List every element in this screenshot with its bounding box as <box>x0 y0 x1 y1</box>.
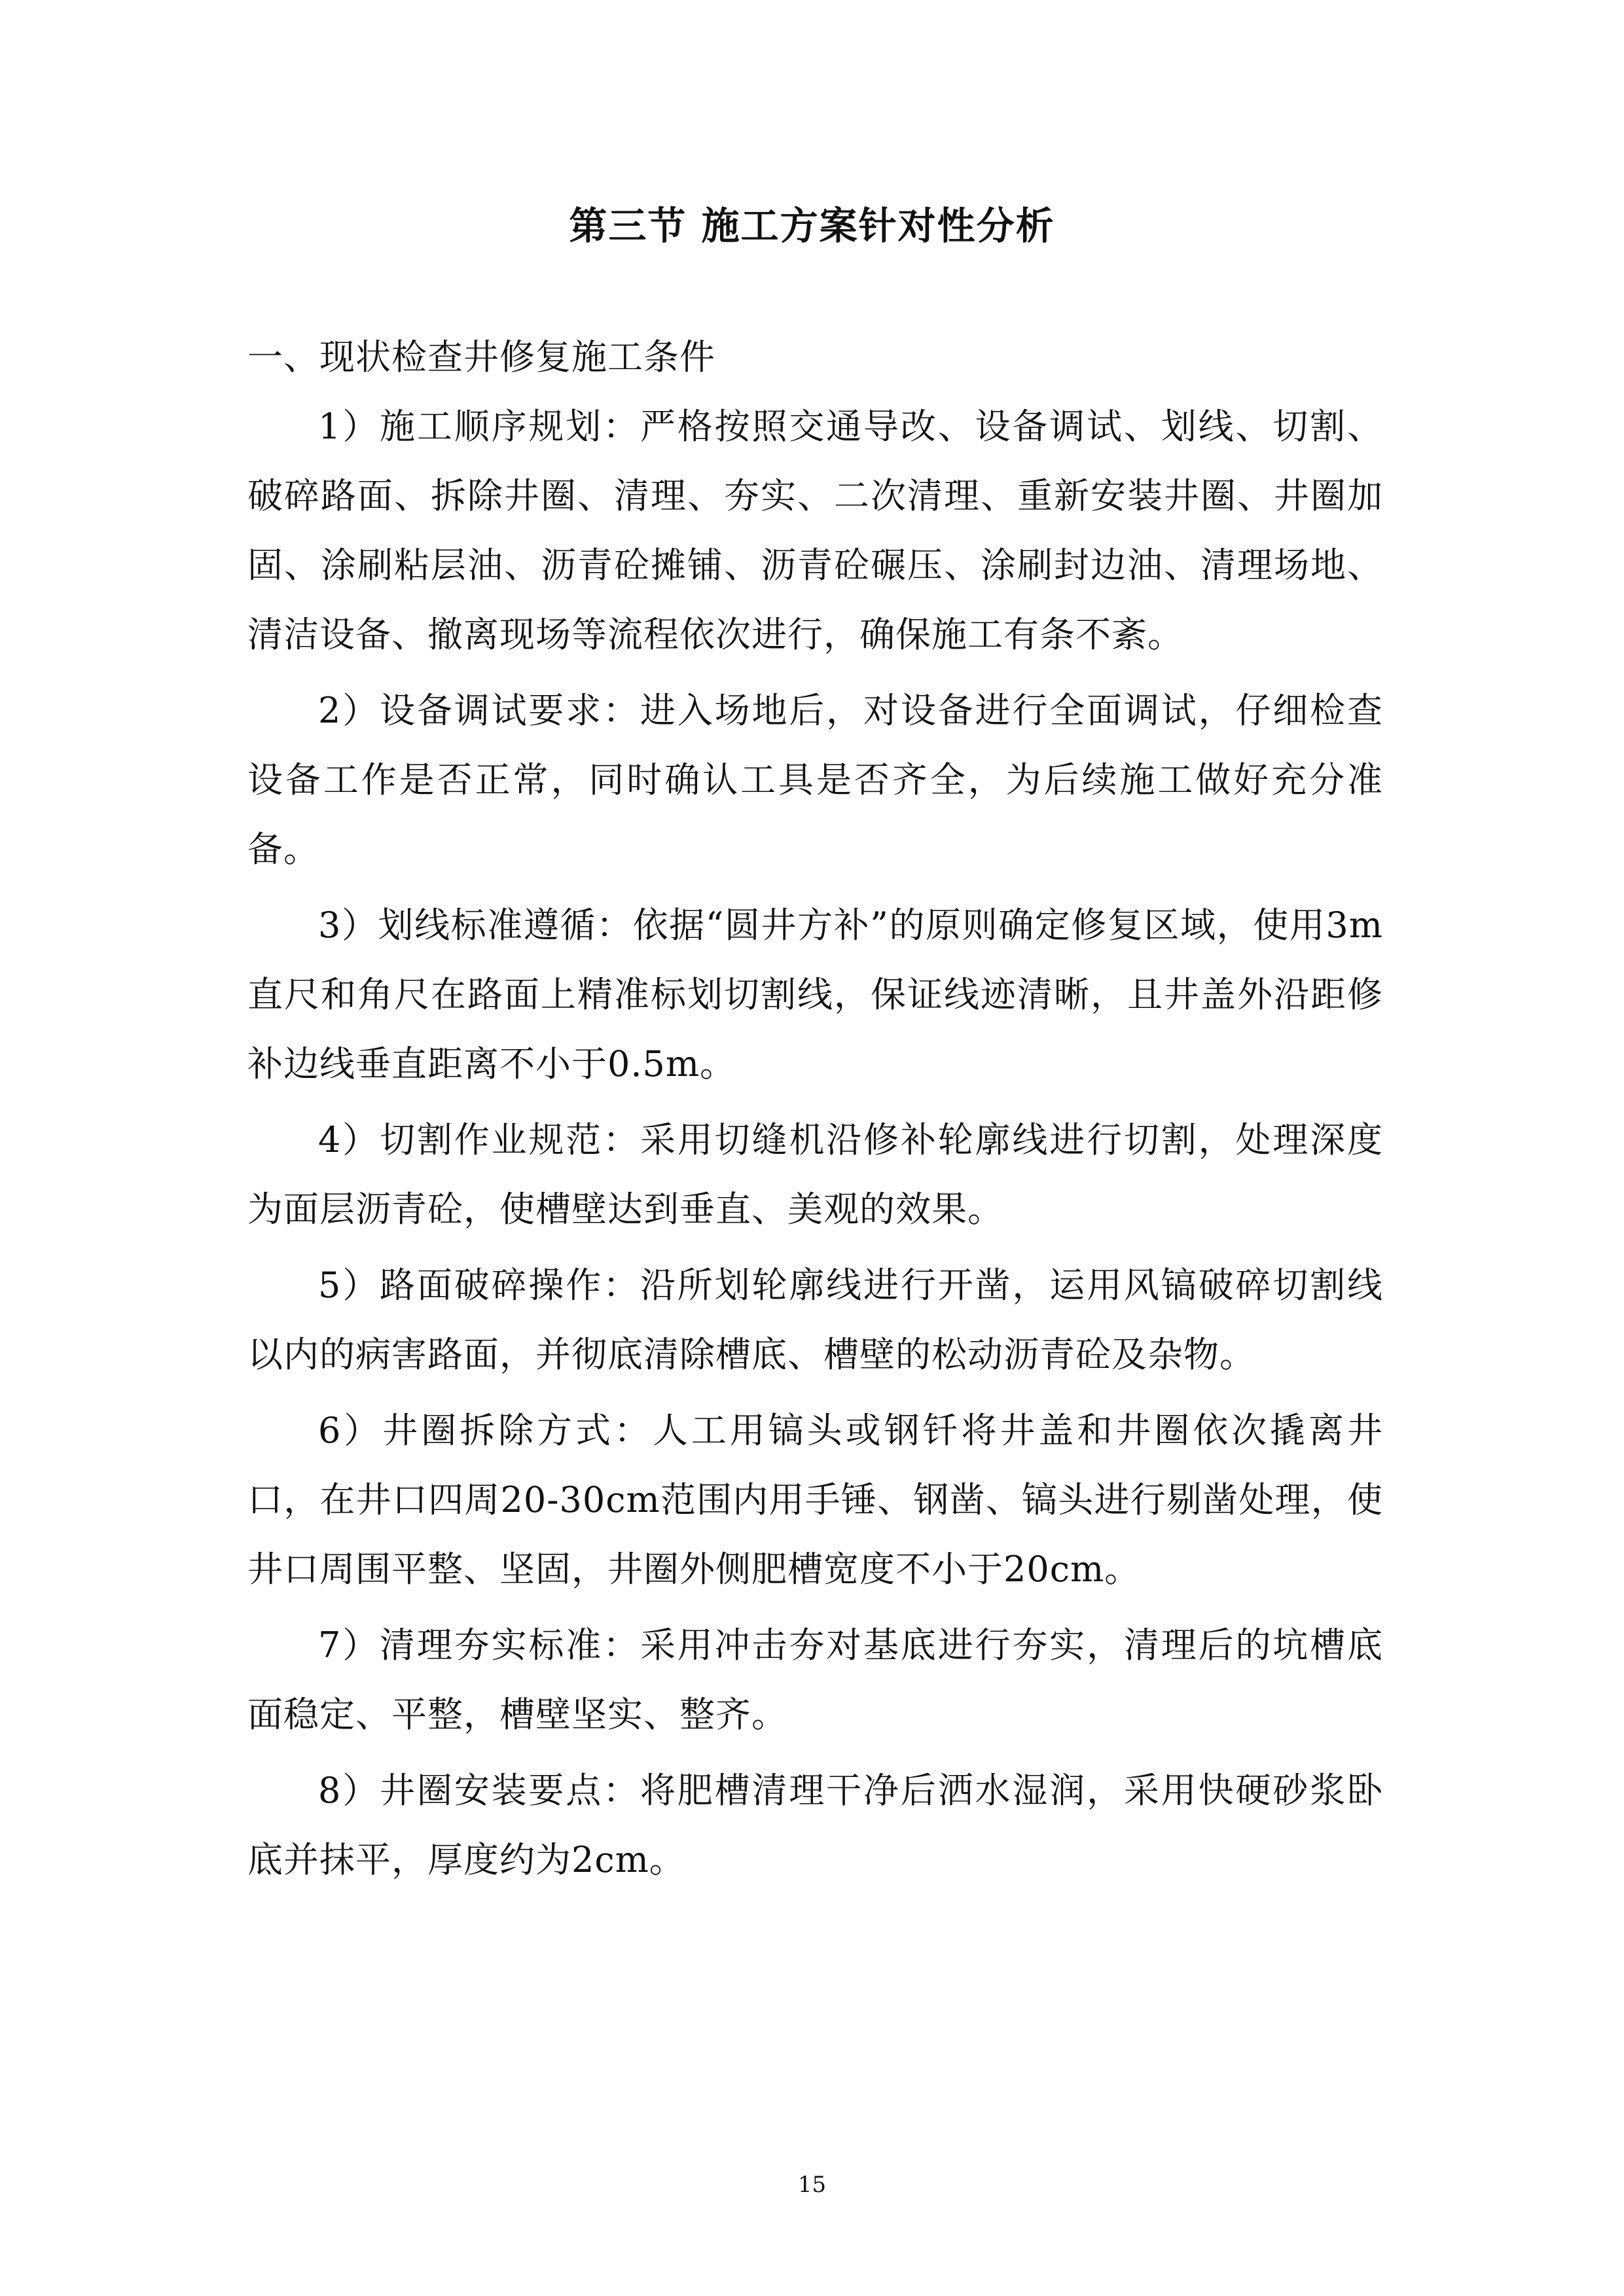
paragraph-7: 7）清理夯实标准：采用冲击夯对基底进行夯实，清理后的坑槽底面稳定、平整，槽壁坚实、整齐。 <box>247 1624 1383 1735</box>
paragraph-2: 2）设备调试要求：进入场地后，对设备进行全面调试，仔细检查设备工作是否正常，同时确认工具是否齐全，为后续施工做好充分准备。 <box>247 690 1383 870</box>
paragraph-8: 8）井圈安装要点：将肥槽清理干净后洒水湿润，采用快硬砂浆卧底并抹平，厚度约为2cm。 <box>247 1770 1383 1880</box>
paragraph-6: 6）井圈拆除方式：人工用镐头或钢钎将井盖和井圈依次撬离井口，在井口四周20-30cm范围内用手锤、钢凿、镐头进行剔凿处理，使井口周围平整、坚固，井圈外侧肥槽宽度不小于20cm。 <box>247 1410 1383 1590</box>
paragraph-1: 1）施工顺序规划：严格按照交通导改、设备调试、划线、切割、破碎路面、拆除井圈、清理、夯实、二次清理、重新安装井圈、井圈加固、涂刷粘层油、沥青砼摊铺、沥青砼碾压、涂刷封边油、清理场地、清洁设备、撤离现场等流程依次进行，确保施工有条不紊。 <box>247 406 1383 655</box>
section-heading: 一、现状检查井修复施工条件 <box>247 336 715 378</box>
document-body <box>247 322 1383 1901</box>
paragraph-3: 3）划线标准遵循：依据“圆井方补”的原则确定修复区域，使用3m直尺和角尺在路面上精准标划切割线，保证线迹清晰，且井盖外沿距修补边线垂直距离不小于0.5m。 <box>247 905 1383 1085</box>
paragraph-4: 4）切割作业规范：采用切缝机沿修补轮廓线进行切割，处理深度为面层沥青砼，使槽壁达到垂直、美观的效果。 <box>247 1119 1383 1230</box>
page-title: 第三节 施工方案针对性分析 <box>569 204 1055 248</box>
paragraph-5: 5）路面破碎操作：沿所划轮廓线进行开凿，运用风镐破碎切割线以内的病害路面，并彻底清除槽底、槽壁的松动沥青砼及杂物。 <box>247 1265 1383 1375</box>
page-number: 15 <box>797 2172 827 2198</box>
